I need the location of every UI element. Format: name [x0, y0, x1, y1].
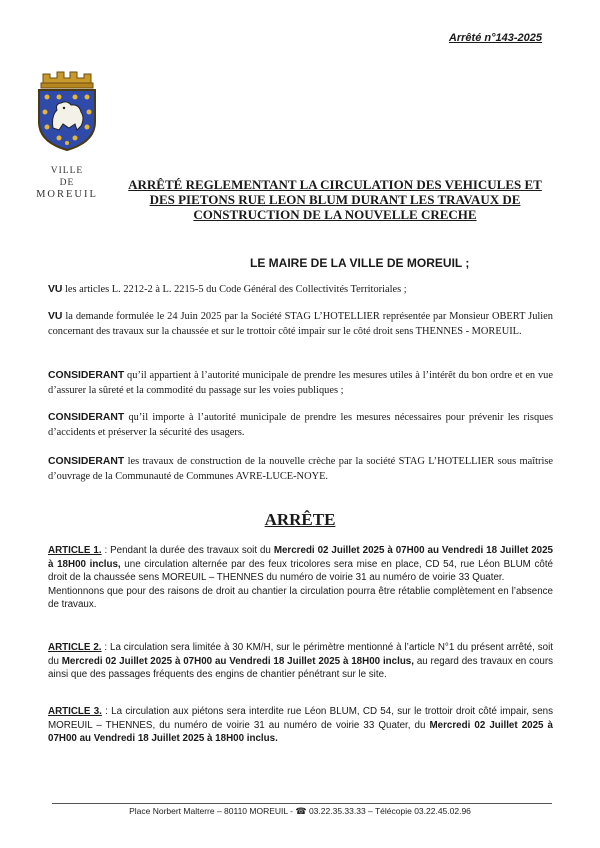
article-dates: Mercredi 02 Juillet 2025 à 07H00 au Vendredi 18 Juillet 2025 à 18H00 inclus, — [61, 655, 414, 667]
article-label: ARTICLE 2. — [48, 642, 102, 653]
consideration-text: qu’il appartient à l’autorité municipale de prendre les mesures utiles à l’intérêt du bon ordre et en vue d’assurer la sûreté et la commodité du passage sur les voies publiques ; — [48, 370, 553, 396]
article-dates: Mercredi 02 Juillet 2025 à 07H00 au Vendredi 18 Juillet 2025 à 18H00 inclus. — [48, 719, 553, 744]
decree-reference: Arrêté n°143-2025 — [448, 32, 542, 44]
footer-divider — [52, 803, 552, 804]
town-line-moreuil: MOREUIL — [36, 189, 98, 200]
telephone-icon: ☎ — [295, 806, 307, 816]
article-note: Mentionnons que pour des raisons de droit au chantier la circulation pourra être rétablie complètement en l’absence de travaux. — [48, 585, 553, 610]
document-title: ARRÊTÉ REGLEMENTANT LA CIRCULATION DES VEHICULES ET DES PIETONS RUE LEON BLUM DURANT LES TRAVAUX DE CONSTRUCTION DE LA NOUVELLE CRECHE — [128, 177, 542, 222]
article-label: ARTICLE 1. — [48, 545, 102, 556]
consideration-3 — [48, 369, 553, 398]
article-label: ARTICLE 3. — [48, 706, 102, 717]
article-dates: Mercredi 02 Juillet 2025 à 07H00 au Vendredi 18 Juillet 2025 à 18H00 inclus, — [48, 545, 553, 570]
mayor-heading: LE MAIRE DE LA VILLE DE MOREUIL ; — [250, 256, 470, 270]
consideration-text: les articles L. 2212-2 à L. 2215-5 du Code Général des Collectivités Territoriales ; — [62, 284, 407, 295]
footer — [0, 806, 600, 817]
decree-heading: ARRÊTE — [264, 510, 336, 529]
article-text: : La circulation aux piétons sera interdite rue Léon BLUM, CD 54, sur le trottoir droit côté impair, sens MOREUIL – THENNES, du numéro de voirie 31 au numéro de voirie 33 Quater, du — [48, 706, 553, 731]
article-text: : La circulation sera limitée à 30 KM/H, sur le périmètre mentionné à l’article N°1 du présent arrêté, soit du — [48, 642, 553, 667]
consideration-text: les travaux de construction de la nouvelle crèche par la société STAG L’HOTELLIER sous maîtrise d’ouvrage de la Communauté de Communes AVRE-LUCE-NOYE. — [48, 456, 553, 482]
consideration-lead: CONSIDERANT — [48, 412, 125, 423]
town-line-de: DE — [59, 177, 75, 188]
consideration-lead: VU — [48, 311, 63, 322]
article-3 — [48, 705, 553, 746]
consideration-lead: CONSIDERANT — [48, 370, 125, 381]
consideration-lead: VU — [48, 284, 63, 295]
article-1 — [48, 544, 553, 612]
footer-address: Place Norbert Malterre – 80110 MOREUIL - — [129, 806, 296, 816]
consideration-2 — [48, 310, 553, 339]
consideration-lead: CONSIDERANT — [48, 456, 125, 467]
consideration-text: la demande formulée le 24 Juin 2025 par la Société STAG L’HOTELLIER représentée par Monsieur OBERT Julien concernant des travaux sur la chaussée et sur le trottoir côté impair sur le côté droit sens THENNES - MOREUIL. — [48, 311, 553, 337]
article-text: une circulation alternée par des feux tricolores sera mise en place, CD 54, rue Léon BLUM côté droit de la chaussée sens MOREUIL – THENNES du numéro de voirie 31 au numéro de voirie 33 Quater. — [48, 558, 553, 583]
consideration-1 — [48, 283, 553, 298]
town-name — [24, 166, 110, 201]
consideration-5 — [48, 455, 553, 484]
consideration-text: qu’il importe à l’autorité municipale de prendre les mesures nécessaires pour prévenir les risques d’accidents et préserver la sécurité des usagers. — [48, 412, 553, 438]
footer-contact: 03.22.35.33.33 – Télécopie 03.22.45.02.96 — [306, 806, 471, 816]
article-text: au regard des travaux en cours ainsi que des passages fréquents des engins de chantier pénétrant sur le site. — [48, 655, 554, 680]
article-text: : Pendant la durée des travaux soit du — [101, 545, 274, 556]
consideration-4 — [48, 411, 553, 440]
town-line-ville: VILLE — [50, 166, 84, 176]
moreuil-coat-of-arms-icon — [33, 70, 101, 152]
article-2 — [48, 641, 553, 682]
